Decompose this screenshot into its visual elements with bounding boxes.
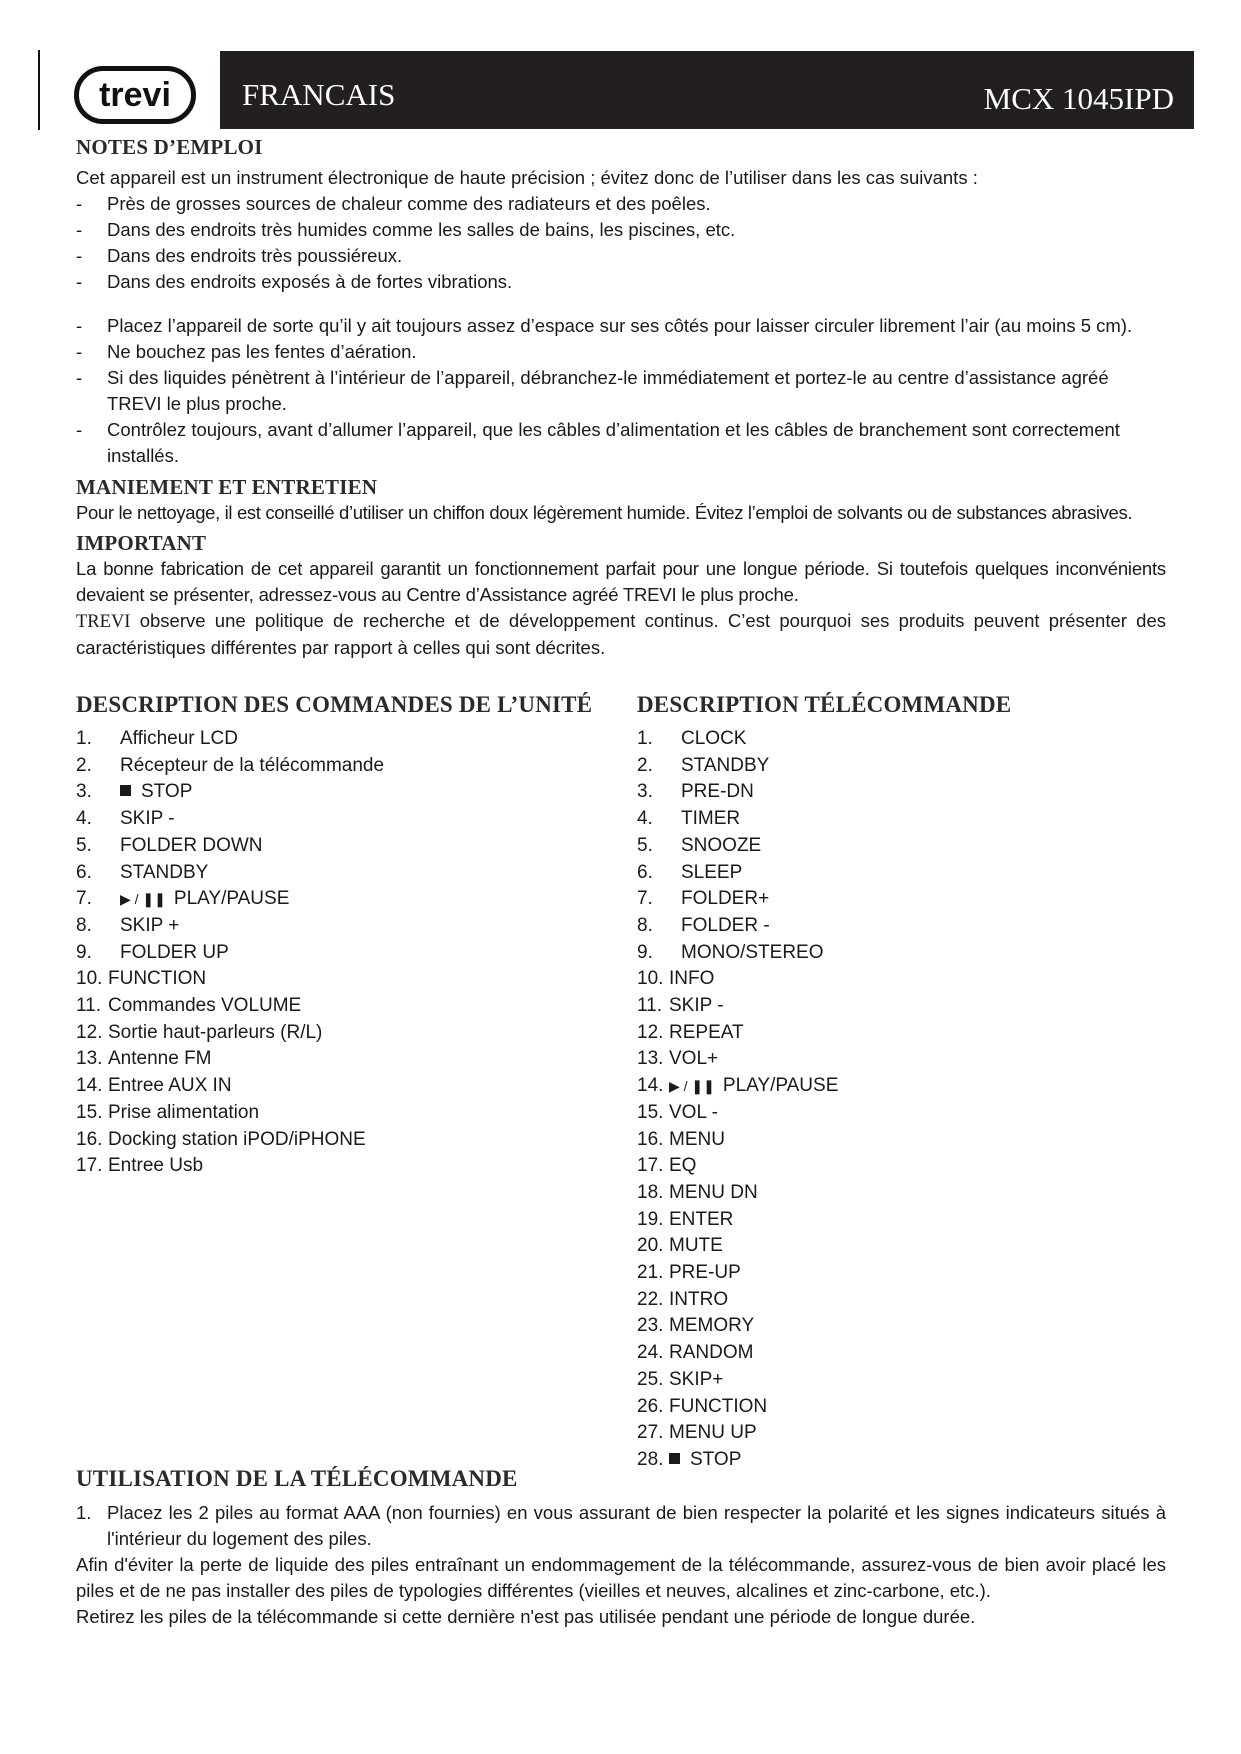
item-number: 5. [637,834,653,856]
unit-control-label-text: SKIP + [120,914,180,936]
remote-control-item [637,1020,1157,1047]
item-number: 11. [76,995,102,1017]
dash-marker: - [76,245,83,266]
maintenance-title: MANIEMENT ET ENTRETIEN [76,475,378,499]
unit-control-label-text: FOLDER UP [120,941,229,963]
unit-control-label-text: SKIP - [120,808,175,830]
unit-control-label-text: Commandes VOLUME [108,995,302,1017]
remote-control-label [669,1207,733,1234]
unit-controls-title: DESCRIPTION DES COMMANDES DE L’UNITÉ [76,692,593,717]
remote-controls-column [637,692,1157,1474]
remote-control-label-text: SLEEP [681,861,743,883]
remote-control-label [669,1394,767,1421]
avoid-item [76,191,1166,217]
dash-marker: - [76,341,83,362]
item-number: 1. [76,728,92,749]
item-number: 8. [637,914,653,936]
item-number: 6. [76,861,92,883]
item-number: 2. [637,754,653,776]
unit-control-item [76,833,616,860]
unit-control-item [76,993,616,1020]
item-number: 21. [637,1262,664,1284]
remote-control-item [637,779,1157,806]
remote-usage-step-1 [76,1500,1166,1552]
important-text-1: La bonne fabrication de cet appareil garantit un fonctionnement parfait pour une longue période. Si toutefois quelques inconvénients devaient se présenter, adressez-vous au Centre d’Assistance agréé TREVI le plus proche. [76,558,1166,605]
item-number: 3. [637,781,653,803]
remote-usage-removal: Retirez les piles de la télécommande si cette dernière n'est pas utilisée pendant une période de longue durée. [76,1606,976,1627]
item-number: 10. [76,968,103,990]
avoid-text: Dans des endroits exposés à de fortes vibrations. [107,271,513,292]
trevi-logo-mark [85,75,185,115]
item-number: 15. [637,1101,664,1123]
remote-control-label [669,1260,741,1287]
advice-item [76,365,1166,417]
item-number: 13. [76,1048,103,1070]
remote-control-label-text: FOLDER+ [681,888,770,910]
unit-control-label-text: Récepteur de la télécommande [120,754,385,776]
remote-control-label-text: PRE-DN [681,781,754,803]
unit-control-item [76,779,616,806]
remote-control-label [681,806,740,833]
remote-control-label-text: STANDBY [681,754,770,776]
item-number: 9. [637,941,653,963]
remote-control-label-text: PRE-UP [669,1262,741,1284]
unit-control-item [76,860,616,887]
remote-control-label [669,1287,728,1314]
unit-control-item [76,753,616,780]
item-number: 8. [76,914,92,936]
unit-control-label [108,1073,232,1100]
advice-text: Ne bouchez pas les fentes d’aération. [107,341,417,362]
unit-control-label [120,913,179,940]
unit-control-label [108,1020,322,1047]
dash-marker: - [76,219,83,240]
item-number: 12. [637,1021,664,1043]
unit-control-item [76,1127,616,1154]
item-number: 7. [637,888,653,910]
avoid-text: Dans des endroits très humides comme les salles de bains, les piscines, etc. [107,219,736,240]
item-number: 4. [76,808,92,830]
play-pause-icon: ▶ / ❚❚ [120,891,166,908]
remote-control-label-text: MUTE [669,1235,723,1257]
avoid-text: Dans des endroits très poussiéreux. [107,245,403,266]
language-label: FRANCAIS [242,77,396,112]
unit-control-item [76,966,616,993]
remote-control-label-text: MENU UP [669,1422,757,1444]
remote-control-label-text: SNOOZE [681,834,762,856]
remote-control-item [637,833,1157,860]
remote-control-label [669,966,714,993]
remote-control-item [637,1420,1157,1447]
item-number: 27. [637,1422,664,1444]
advice-item [76,417,1166,469]
unit-control-item [76,1073,616,1100]
unit-control-label-text: Entree Usb [108,1155,204,1177]
remote-control-label-text: ENTER [669,1208,734,1230]
advice-text: Si des liquides pénètrent à l’intérieur de l’appareil, débranchez-le immédiatement et portez-le au centre d’assistance agréé TREVI le plus proche. [107,367,1109,414]
remote-control-item [637,1287,1157,1314]
unit-control-label [108,1046,212,1073]
remote-control-label [669,1180,758,1207]
remote-control-label [669,1367,723,1394]
remote-control-label-text: TIMER [681,808,741,830]
play-pause-icon: ▶ / ❚❚ [669,1078,715,1095]
remote-control-label-text: MEMORY [669,1315,755,1337]
model-label: MCX 1045IPD [983,81,1174,116]
item-number: 12. [76,1021,103,1043]
remote-control-label-text: PLAY/PAUSE [722,1075,839,1097]
trevi-logo [74,66,196,124]
remote-control-item [637,1367,1157,1394]
remote-control-label [669,1233,723,1260]
remote-control-item [637,806,1157,833]
item-number: 19. [637,1208,664,1230]
notes-intro: Cet appareil est un instrument électronique de haute précision ; évitez donc de l’utiliser dans les cas suivants : [76,167,978,188]
remote-control-item [637,1153,1157,1180]
item-number: 4. [637,808,653,830]
remote-control-label [669,1073,838,1100]
unit-control-label-text: Antenne FM [108,1048,212,1070]
remote-control-label-text: MONO/STEREO [681,941,824,963]
important-text-2-body: observe une politique de recherche et de développement continus. C’est pourquoi ses produits peuvent présenter des caractéristiques différentes par rapport à celles qui sont décrites. [76,610,1166,658]
remote-control-item [637,1260,1157,1287]
remote-control-label-text: VOL - [669,1101,718,1123]
item-number: 14. [637,1075,664,1097]
unit-control-label-text: Docking station iPOD/iPHONE [108,1128,366,1150]
stop-icon [669,1453,680,1464]
item-number: 22. [637,1288,664,1310]
main-content [76,135,1166,661]
remote-control-item [637,1127,1157,1154]
item-number: 9. [76,941,92,963]
remote-control-item [637,913,1157,940]
maintenance-text: Pour le nettoyage, il est conseillé d’utiliser un chiffon doux légèrement humide. Évitez l’emploi de solvants ou de substances abrasives. [76,502,1133,523]
dash-marker: - [76,193,83,214]
unit-controls-column [76,692,616,1180]
item-number: 23. [637,1315,664,1337]
advice-text: Contrôlez toujours, avant d’allumer l’appareil, que les câbles d’alimentation et les câbles de branchement sont correctement installés. [107,419,1120,466]
item-number: 16. [76,1128,103,1150]
remote-control-label [681,860,742,887]
unit-controls-list [76,726,616,1180]
remote-control-label [681,779,754,806]
unit-control-label-text: STOP [141,781,193,803]
remote-control-item [637,940,1157,967]
item-number: 16. [637,1128,664,1150]
remote-control-label [669,1127,725,1154]
item-number: 15. [76,1101,103,1123]
advice-item [76,339,1166,365]
remote-control-label [669,1153,696,1180]
unit-control-item [76,886,616,913]
item-number: 13. [637,1048,664,1070]
unit-control-item [76,1100,616,1127]
dash-marker: - [76,367,83,388]
step-text: Placez les 2 piles au format AAA (non fournies) en vous assurant de bien respecter la polarité et les signes indicateurs situés à l'intérieur du logement des piles. [107,1502,1166,1549]
item-number: 10. [637,968,664,990]
advice-text: Placez l’appareil de sorte qu’il y ait toujours assez d’espace sur ses côtés pour laisser circuler librement l’air (au moins 5 cm). [107,315,1133,336]
unit-control-label [120,779,192,806]
dash-marker: - [76,419,83,440]
item-number: 6. [637,861,653,883]
remote-control-item [637,726,1157,753]
remote-control-label [669,1420,757,1447]
avoid-item [76,243,1166,269]
avoid-item [76,269,1166,295]
avoid-list [76,191,1166,295]
remote-control-item [637,1233,1157,1260]
header-bar [220,51,1194,129]
unit-control-item [76,1020,616,1047]
remote-control-label-text: SKIP - [669,995,724,1017]
unit-control-item [76,1046,616,1073]
notes-title: NOTES D’EMPLOI [76,135,263,159]
unit-control-label-text: Sortie haut-parleurs (R/L) [108,1021,323,1043]
remote-control-item [637,966,1157,993]
unit-control-label [120,886,289,913]
remote-control-label-text: VOL+ [669,1048,719,1070]
unit-control-label [120,940,229,967]
remote-control-label-text: FUNCTION [669,1395,768,1417]
remote-control-label [669,1046,718,1073]
remote-control-label-text: FOLDER - [681,914,770,936]
remote-control-label-text: STOP [690,1448,742,1470]
remote-control-label-text: SKIP+ [669,1368,724,1390]
item-number: 14. [76,1075,103,1097]
remote-control-label [681,726,746,753]
remote-control-label-text: EQ [669,1155,697,1177]
unit-control-item [76,940,616,967]
important-title: IMPORTANT [76,531,207,555]
remote-control-item [637,1207,1157,1234]
avoid-text: Près de grosses sources de chaleur comme des radiateurs et des poêles. [107,193,711,214]
item-number: 26. [637,1395,664,1417]
item-number: 5. [76,834,92,856]
remote-control-label [669,1100,718,1127]
item-number: 24. [637,1342,664,1364]
item-number: 7. [76,888,92,910]
remote-control-label [669,1313,754,1340]
item-number: 3. [76,781,92,803]
remote-control-item [637,1394,1157,1421]
remote-control-label [669,1340,753,1367]
remote-control-item [637,886,1157,913]
item-number: 2. [76,754,92,776]
remote-control-label-text: INFO [669,968,715,990]
remote-control-item [637,860,1157,887]
remote-control-label-text: MENU DN [669,1181,758,1203]
item-number: 20. [637,1235,664,1257]
remote-control-item [637,993,1157,1020]
advice-item [76,313,1166,339]
margin-rule [38,50,40,130]
stop-icon [120,785,131,796]
unit-control-label-text: Entree AUX IN [108,1075,232,1097]
item-number: 17. [76,1155,103,1177]
remote-control-item [637,753,1157,780]
unit-control-label-text: PLAY/PAUSE [173,888,290,910]
unit-control-item [76,1153,616,1180]
unit-control-item [76,806,616,833]
unit-control-label [108,993,301,1020]
step-number: 1. [76,1502,92,1523]
unit-control-label-text: FOLDER DOWN [120,834,263,856]
remote-control-label [681,913,770,940]
unit-control-label-text: STANDBY [120,861,209,883]
remote-control-label-text: REPEAT [669,1021,744,1043]
remote-control-item [637,1313,1157,1340]
remote-control-label-text: RANDOM [669,1342,754,1364]
dash-marker: - [76,315,83,336]
remote-control-item [637,1073,1157,1100]
remote-control-label-text: INTRO [669,1288,729,1310]
remote-control-label [669,1020,744,1047]
remote-control-item [637,1046,1157,1073]
unit-control-label [120,753,384,780]
unit-control-label [108,1127,366,1154]
unit-control-label [108,966,206,993]
remote-control-label-text: CLOCK [681,728,747,749]
unit-control-label-text: FUNCTION [108,968,207,990]
advice-list [76,313,1166,469]
remote-control-label [669,993,724,1020]
item-number: 28. [637,1448,664,1470]
remote-usage-section [76,1466,1166,1630]
unit-control-label-text: Prise alimentation [108,1101,260,1123]
item-number: 11. [637,995,663,1017]
item-number: 18. [637,1181,664,1203]
remote-control-item [637,1180,1157,1207]
remote-control-item [637,1100,1157,1127]
unit-control-label [120,833,263,860]
unit-control-item [76,726,616,753]
unit-control-label-text: Afficheur LCD [120,728,238,749]
remote-control-item [637,1340,1157,1367]
unit-control-label [120,806,175,833]
unit-control-label [120,860,208,887]
avoid-item [76,217,1166,243]
unit-control-label [108,1153,203,1180]
remote-controls-title: DESCRIPTION TÉLÉCOMMANDE [637,692,1012,717]
important-text-2 [76,608,1166,661]
trevi-logo-text: trevi [99,76,171,114]
item-number: 25. [637,1368,664,1390]
item-number: 17. [637,1155,664,1177]
trevi-brand-inline: TREVI [76,612,131,632]
unit-control-item [76,913,616,940]
remote-controls-list [637,726,1157,1474]
dash-marker: - [76,271,83,292]
remote-control-label [681,833,761,860]
remote-usage-title: UTILISATION DE LA TÉLÉCOMMANDE [76,1466,518,1491]
remote-control-label [681,753,769,780]
remote-control-label [681,940,824,967]
unit-control-label [108,1100,259,1127]
unit-control-label [120,726,238,753]
remote-control-label-text: MENU [669,1128,725,1150]
item-number: 1. [637,728,653,749]
remote-control-label [681,886,769,913]
remote-usage-warning: Afin d'éviter la perte de liquide des piles entraînant un endommagement de la télécommande, assurez-vous de bien avoir placé les piles et de ne pas installer des piles de typologies différentes (vieilles et neuves, alcalines et zinc-carbone, etc.). [76,1554,1166,1601]
